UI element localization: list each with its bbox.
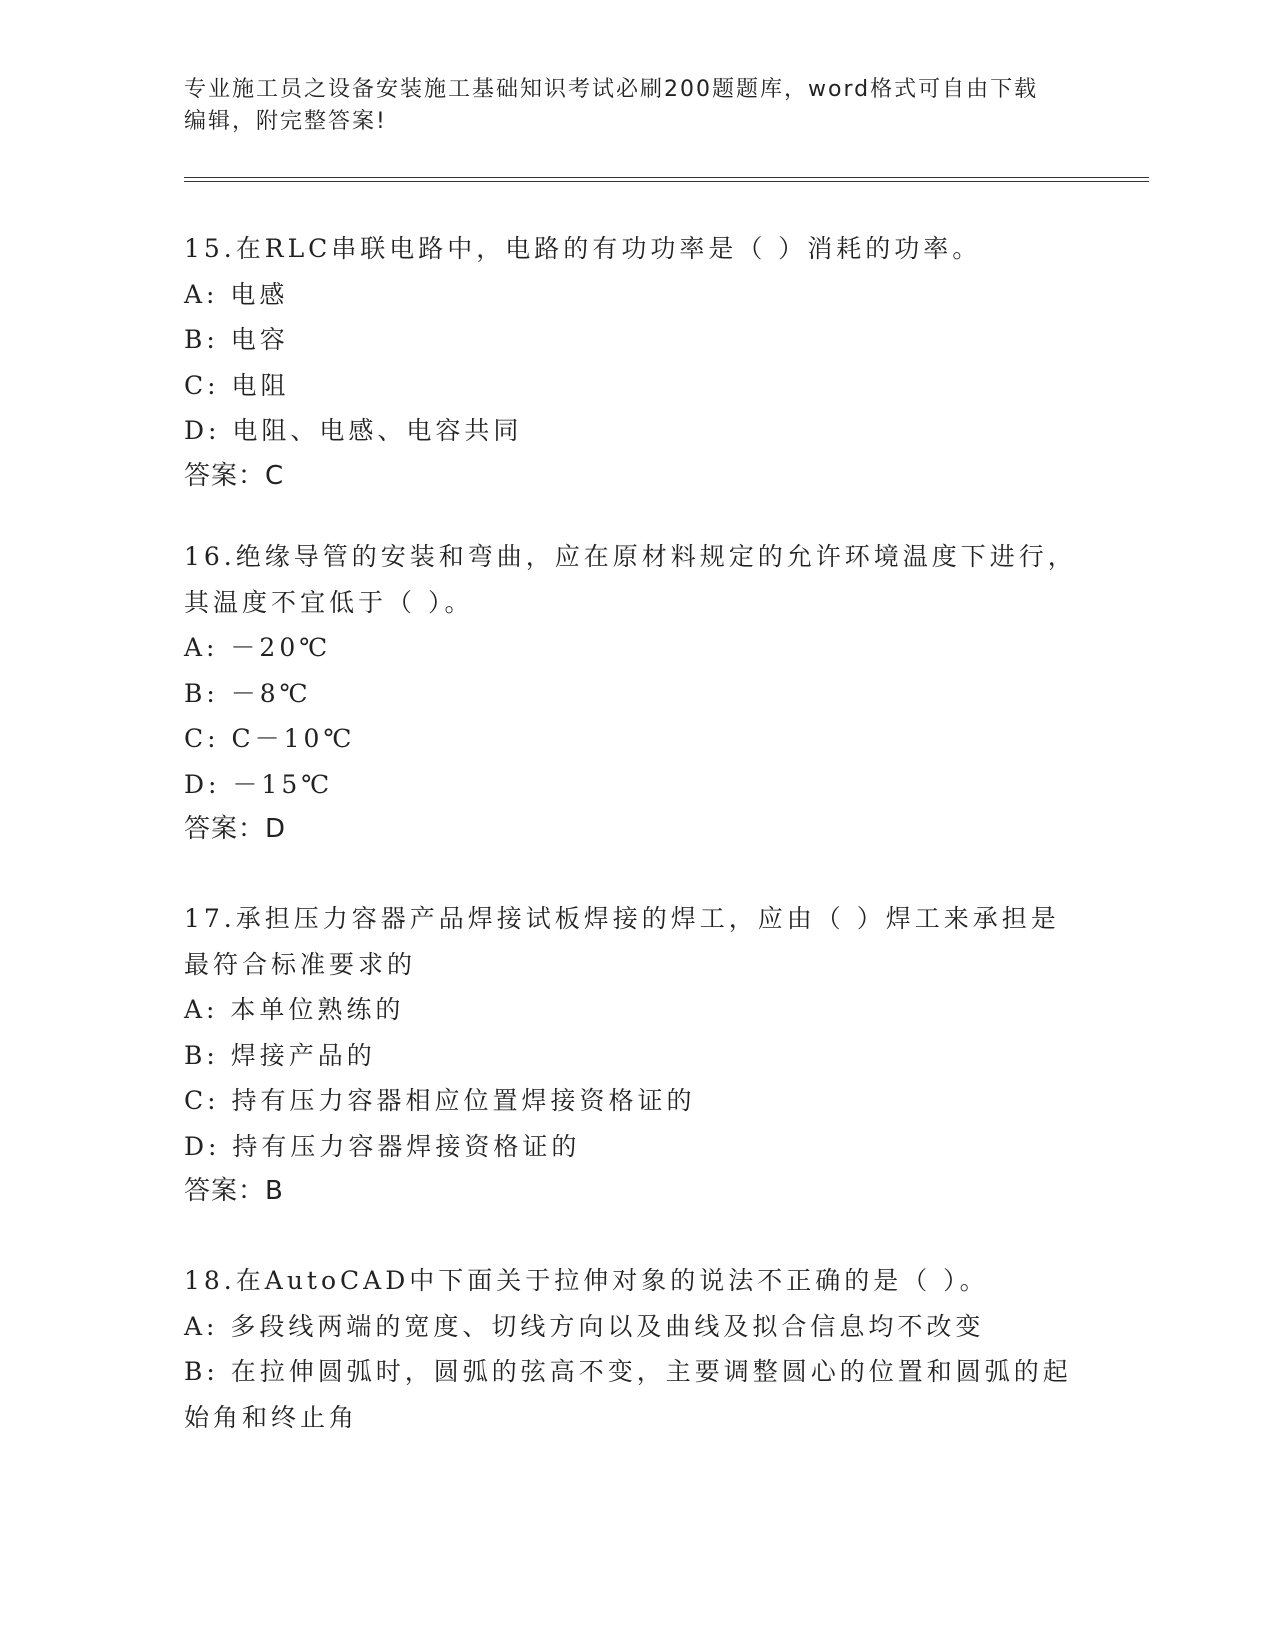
- answer: 答案：C: [184, 460, 285, 491]
- option-c: C: 持有压力容器相应位置焊接资格证的: [184, 1086, 696, 1115]
- document-header: [184, 74, 1084, 138]
- option-b: B: 焊接产品的: [184, 1040, 376, 1070]
- question-stem: 17.承担压力容器产品焊接试板焊接的焊工，应由（ ）焊工来承担是: [184, 904, 1060, 933]
- answer: 答案：D: [184, 814, 287, 844]
- question-18: [184, 1258, 1084, 1440]
- option-a: A: 电感: [184, 279, 289, 309]
- header-divider: [184, 177, 1149, 182]
- question-stem: 18.在AutoCAD中下面关于拉伸对象的说法不正确的是（ ）。: [184, 1266, 989, 1295]
- option-b: B: 电容: [184, 325, 289, 354]
- answer: 答案：B: [184, 1176, 284, 1206]
- option-b-cont: 始角和终止角: [184, 1402, 359, 1432]
- option-c: C: C－10℃: [184, 724, 356, 753]
- header-line-1: 专业施工员之设备安装施工基础知识考试必刷200题题库，word格式可自由下载: [184, 77, 1039, 102]
- option-c: C: 电阻: [184, 370, 290, 400]
- option-d: D: －15℃: [184, 769, 334, 799]
- option-a: A: 多段线两端的宽度、切线方向以及曲线及拟合信息均不改变: [184, 1311, 985, 1341]
- question-17: [184, 896, 1084, 1215]
- question-stem-cont: 其温度不宜低于（ ）。: [184, 587, 474, 617]
- question-stem-cont: 最符合标准要求的: [184, 949, 417, 979]
- question-stem: 15.在RLC串联电路中，电路的有功功率是（ ）消耗的功率。: [184, 234, 982, 263]
- option-d: D: 电阻、电感、电容共同: [184, 416, 523, 445]
- option-a: A: －20℃: [184, 633, 332, 662]
- question-stem: 16.绝缘导管的安装和弯曲，应在原材料规定的允许环境温度下进行，: [184, 542, 1077, 571]
- question-16: [184, 534, 1084, 853]
- header-line-2: 编辑，附完整答案!: [184, 109, 387, 134]
- option-b: B: －8℃: [184, 678, 312, 708]
- option-b: B: 在拉伸圆弧时，圆弧的弦高不变，主要调整圆心的位置和圆弧的起: [184, 1357, 1072, 1386]
- option-d: D: 持有压力容器焊接资格证的: [184, 1131, 581, 1161]
- option-a: A: 本单位熟练的: [184, 995, 405, 1024]
- question-15: [184, 226, 1084, 499]
